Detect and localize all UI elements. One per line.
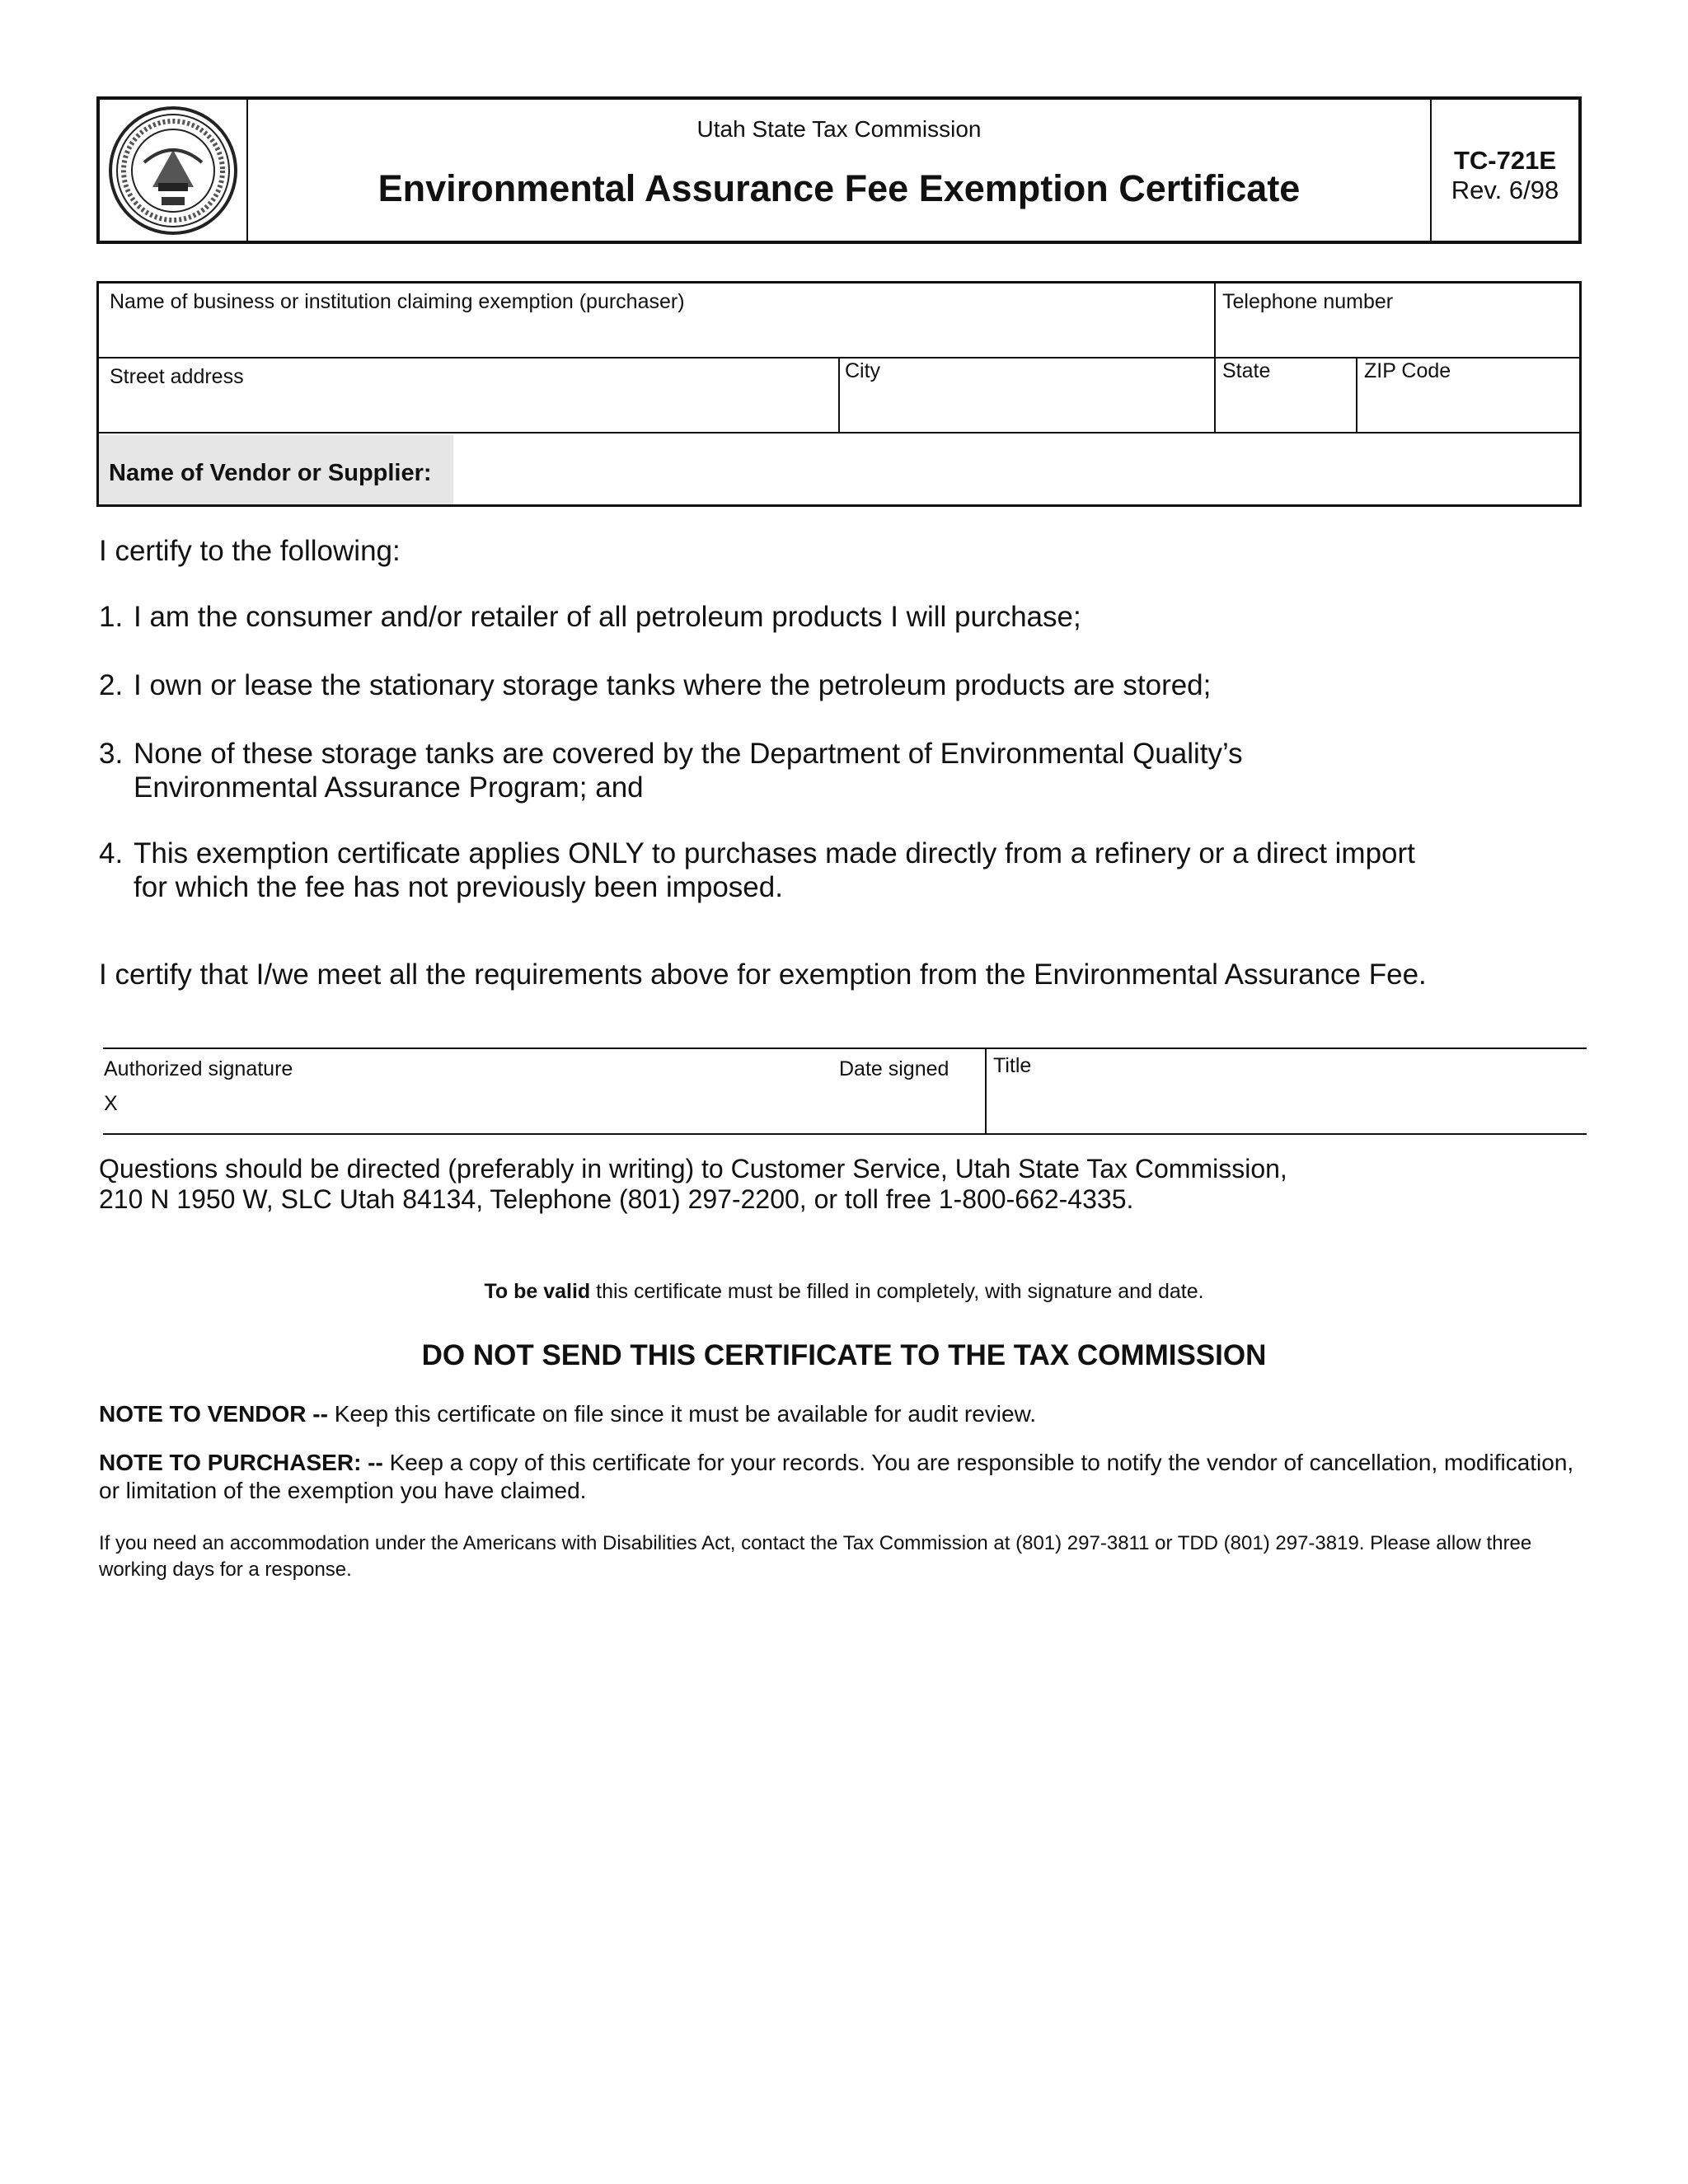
ada-notice: If you need an accommodation under the Americans with Disabilities Act, contact the Tax Commission at (801) 297-3811 or TDD (801) 297-3819. Please allow three working days for a response.	[99, 1532, 1532, 1581]
purchaser-info-box	[96, 281, 1582, 507]
signature-field[interactable]	[120, 1082, 927, 1132]
agency-name: Utah State Tax Commission	[696, 116, 982, 142]
questions-line-2: 210 N 1950 W, SLC Utah 84134, Telephone (801) 297-2200, or toll free 1-800-662-4335.	[99, 1184, 1134, 1214]
date-signed-field[interactable]: Date signed	[839, 1057, 950, 1080]
item-number: 4.	[99, 837, 124, 869]
note-purchaser-label: NOTE TO PURCHASER: --	[99, 1450, 383, 1475]
item-text: I own or lease the stationary storage tanks where the petroleum products are stored;	[134, 669, 1212, 701]
note-to-vendor	[99, 1400, 1582, 1428]
validity-text: this certificate must be filled in completely, with signature and date.	[596, 1280, 1204, 1303]
vendor-name-field[interactable]	[453, 435, 1579, 504]
city-field[interactable]: City	[845, 359, 881, 382]
form-revision: Rev. 6/98	[1451, 176, 1559, 204]
certify-intro: I certify to the following:	[99, 535, 401, 567]
divider	[99, 432, 1579, 434]
item-text: This exemption certificate applies ONLY to purchases made directly from a refinery or a direct import for which the fee has not previously been imposed.	[134, 837, 1415, 903]
certify-statement: I certify that I/we meet all the requirements above for exemption from the Environmental Assurance Fee.	[99, 958, 1427, 991]
page-title: Environmental Assurance Fee Exemption Certificate	[377, 167, 1301, 209]
form-number: TC-721E	[1453, 146, 1557, 175]
divider	[1214, 284, 1216, 432]
divider	[985, 1049, 987, 1135]
title-field[interactable]: Title	[993, 1054, 1032, 1077]
validity-note	[0, 1280, 1688, 1304]
telephone-field[interactable]: Telephone number	[1222, 290, 1394, 313]
divider	[838, 357, 840, 432]
signature-label: Authorized signature	[104, 1057, 293, 1080]
validity-bold: To be valid	[484, 1280, 591, 1303]
street-address-field[interactable]: Street address	[110, 365, 244, 388]
signature-x-mark: X	[104, 1092, 118, 1115]
note-vendor-label: NOTE TO VENDOR --	[99, 1401, 328, 1427]
item-text: None of these storage tanks are covered by the Department of Environmental Quality’s Environmental Assurance Program; and	[134, 738, 1243, 804]
item-number: 2.	[99, 669, 124, 701]
divider	[1356, 357, 1357, 432]
do-not-send-heading: DO NOT SEND THIS CERTIFICATE TO THE TAX COMMISSION	[421, 1339, 1267, 1371]
form-header	[96, 96, 1582, 244]
item-number: 3.	[99, 738, 124, 770]
signature-box	[103, 1047, 1587, 1135]
state-seal-icon	[107, 105, 239, 237]
vendor-name-label: Name of Vendor or Supplier:	[109, 460, 432, 486]
note-vendor-text: Keep this certificate on file since it must be available for audit review.	[334, 1401, 1037, 1427]
form-id-cell	[1430, 100, 1578, 241]
note-to-purchaser	[99, 1449, 1582, 1505]
item-number: 1.	[99, 601, 124, 633]
questions-line-1: Questions should be directed (preferably in writing) to Customer Service, Utah State Tax Commission,	[99, 1154, 1287, 1183]
seal-cell	[100, 100, 248, 241]
item-text: I am the consumer and/or retailer of all petroleum products I will purchase;	[134, 601, 1081, 633]
note-purchaser-text: Keep a copy of this certificate for your records. You are responsible to notify the vendor of cancellation, modification, or limitation of the exemption you have claimed.	[99, 1450, 1574, 1503]
state-field[interactable]: State	[1222, 359, 1271, 382]
zip-code-field[interactable]: ZIP Code	[1364, 359, 1451, 382]
business-name-field[interactable]: Name of business or institution claiming exemption (purchaser)	[110, 290, 685, 313]
